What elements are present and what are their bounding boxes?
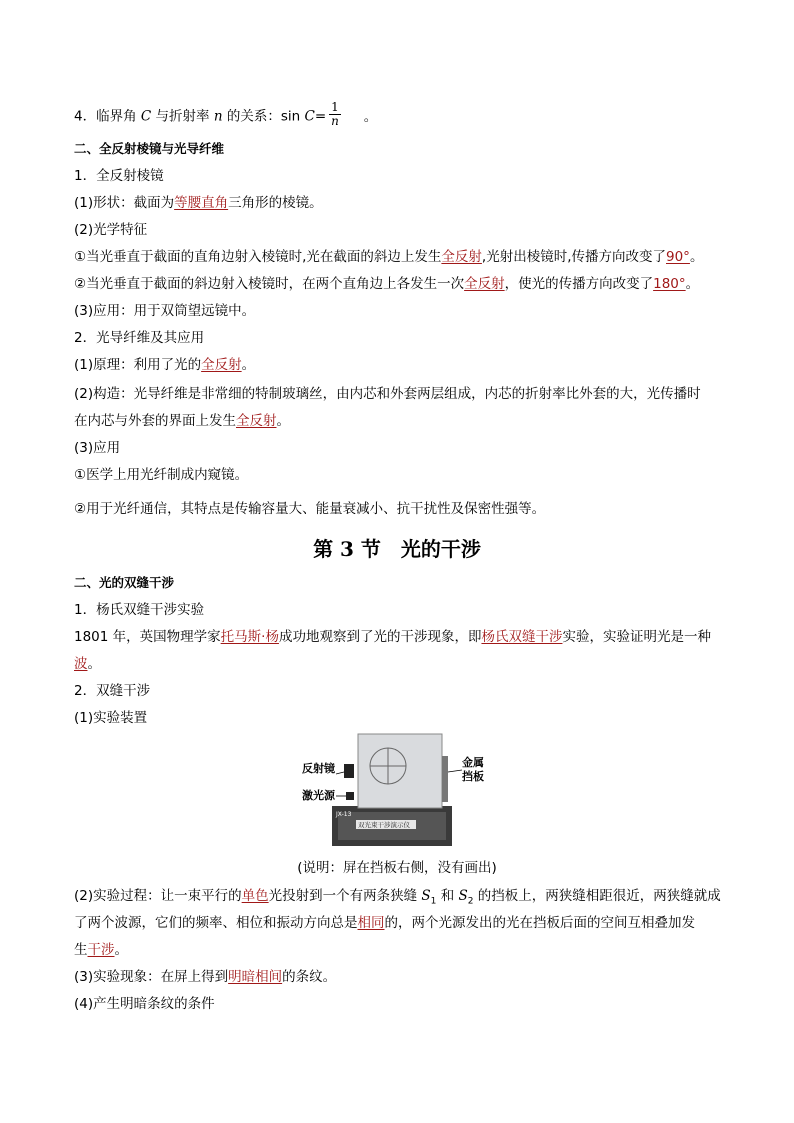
mirror-holder [344, 764, 354, 778]
text: (3)实验现象：在屏上得到 [74, 969, 229, 985]
text: 与折射率 [151, 108, 214, 125]
label-laser: 激光源 [302, 789, 335, 802]
text: 实验，实验证明光是一种 [562, 629, 711, 645]
text: 。 [276, 413, 290, 429]
answer-text: 等腰直角 [174, 195, 229, 211]
text: ,光射出棱镜时,传播方向改变了 [481, 249, 666, 265]
answer-text: 托马斯·杨 [220, 629, 279, 645]
var-c: C [304, 108, 315, 125]
process-line-2 [74, 914, 695, 932]
var-s: S [458, 888, 468, 904]
equals-sign: = [314, 108, 327, 125]
process-line-1 [74, 887, 721, 911]
answer-text: 全反射 [201, 357, 242, 373]
text: 。 [363, 108, 378, 125]
text: 。 [114, 942, 128, 958]
text: 的关系：sin [222, 108, 305, 125]
text-line: (2)构造：光导纤维是非常细的特制玻璃丝，由内芯和外套两层组成，内芯的折射率比外套的大，光传播时 [74, 386, 701, 402]
feature-line-1 [74, 248, 703, 266]
text: 的挡板上，两狭缝相距很近，两狭缝就成 [473, 888, 721, 904]
text-line: (4)产生明暗条纹的条件 [74, 996, 215, 1012]
var-c: C [140, 108, 152, 125]
text: 1801 年，英国物理学家 [74, 629, 221, 645]
feature-line-2 [74, 275, 699, 293]
young-line-1 [74, 628, 711, 646]
text: 了两个波源，它们的频率、相位和振动方向总是 [74, 915, 358, 931]
section-heading: 二、全反射棱镜与光导纤维 [74, 141, 225, 156]
text: ②当光垂直于截面的斜边射入棱镜时，在两个直角边上各发生一次 [74, 276, 465, 292]
subsection-heading: 2．双缝干涉 [74, 683, 151, 699]
text: ，使光的传播方向改变了 [504, 276, 654, 292]
young-line-2 [74, 655, 101, 673]
section-heading: 二、光的双缝干涉 [74, 575, 175, 590]
shape-line [74, 194, 323, 212]
answer-text: 全反射 [464, 276, 505, 292]
text: 的条纹。 [282, 969, 337, 985]
answer-text: 相同 [357, 915, 385, 931]
text: 。 [685, 276, 700, 292]
figure-caption: (说明：屏在挡板右侧，没有画出) [297, 860, 497, 876]
subscript: 1 [430, 896, 437, 907]
text: 三角形的棱镜。 [228, 195, 323, 211]
device-tag: JX-13 [336, 811, 352, 818]
text: 和 [436, 888, 459, 904]
phenomenon-line [74, 968, 336, 986]
fraction [329, 101, 341, 128]
text: (2)实验过程：让一束平行的 [74, 888, 242, 904]
answer-text: 全反射 [236, 413, 277, 429]
laser-source [346, 792, 354, 800]
chapter-title: 第 3 节 光的干涉 [313, 537, 481, 561]
answer-text: 杨氏双缝干涉 [481, 629, 563, 645]
text: 。 [241, 357, 256, 373]
text-line: (3)应用 [74, 440, 121, 456]
answer-text: 全反射 [441, 249, 482, 265]
text: (1)形状：截面为 [74, 195, 175, 211]
label-metal-2: 挡板 [462, 770, 484, 783]
process-line-3 [74, 941, 128, 959]
numerator: 1 [331, 100, 339, 114]
answer-text: 180° [653, 276, 686, 292]
denominator: n [331, 114, 339, 128]
text: 4．临界角 [74, 108, 141, 125]
text: 生 [74, 942, 88, 958]
answer-text: 90° [666, 249, 690, 265]
subsection-heading: 1．杨氏双缝干涉实验 [74, 602, 205, 618]
subsection-heading: 2．光导纤维及其应用 [74, 330, 205, 346]
subsection-heading: 1．全反射棱镜 [74, 168, 164, 184]
label-metal-1: 金属 [462, 756, 484, 769]
text-line: ②用于光纤通信，其特点是传输容量大、能量衰减小、抗干扰性及保密性强等。 [74, 501, 546, 517]
text: 的，两个光源发出的光在挡板后面的空间互相叠加发 [384, 915, 695, 931]
var-n: n [213, 108, 223, 125]
text-line: (2)光学特征 [74, 222, 148, 238]
text: 在内芯与外套的界面上发生 [74, 413, 236, 429]
apparatus-figure [296, 732, 496, 850]
critical-angle-line [74, 100, 378, 130]
structure-line [74, 412, 290, 430]
text-line: (1)实验装置 [74, 710, 148, 726]
subscript: 2 [467, 896, 474, 907]
text: ①当光垂直于截面的直角边射入棱镜时,光在截面的斜边上发生 [74, 249, 442, 265]
text-line: ①医学上用光纤制成内窥镜。 [74, 467, 249, 483]
text-line: (3)应用：用于双筒望远镜中。 [74, 303, 256, 319]
answer-text: 波 [74, 656, 88, 672]
label-mirror: 反射镜 [302, 762, 335, 775]
answer-text: 明暗相间 [228, 969, 283, 985]
pointer-line [336, 772, 344, 774]
text: 光投射到一个有两条狭缝 [268, 888, 422, 904]
text: 。 [689, 249, 704, 265]
text: (1)原理：利用了光的 [74, 357, 202, 373]
var-s: S [421, 888, 431, 904]
principle-line [74, 356, 255, 374]
answer-text: 单色 [241, 888, 269, 904]
answer-text: 干涉 [87, 942, 115, 958]
metal-plate [442, 756, 448, 802]
pointer-line [448, 770, 462, 772]
text: 成功地观察到了光的干涉现象，即 [278, 629, 482, 645]
text: 。 [87, 656, 101, 672]
device-name: 双光束干涉演示仪 [358, 821, 410, 829]
